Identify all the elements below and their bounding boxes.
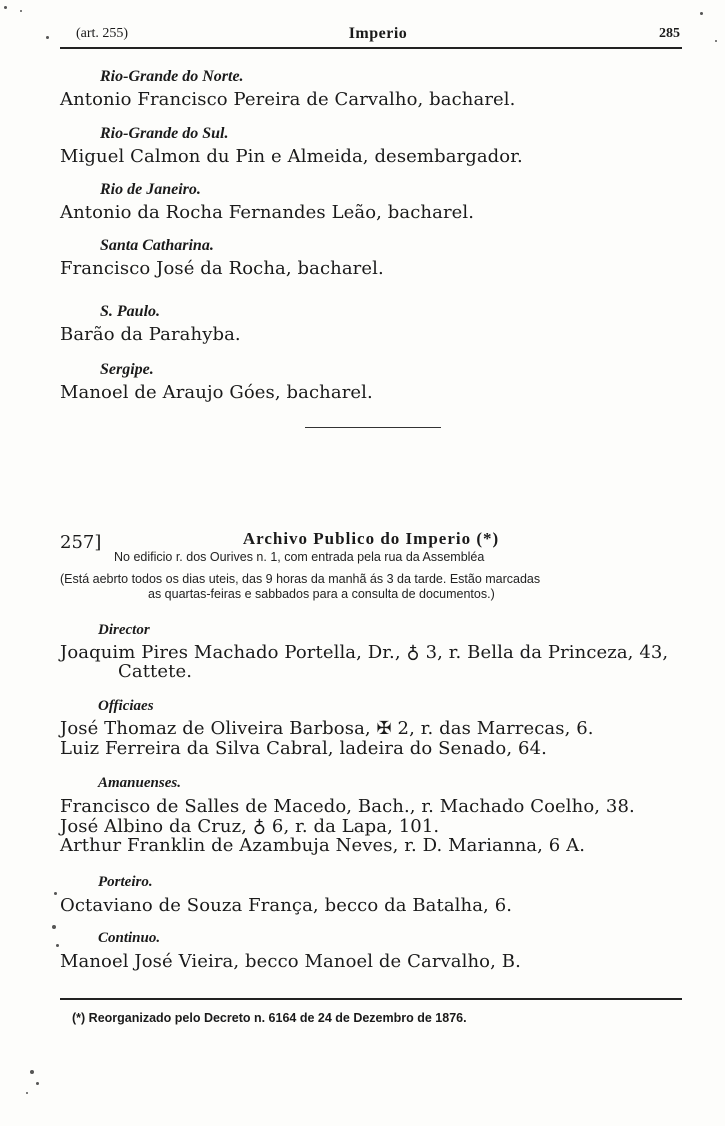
contino-label: Continuo.	[98, 930, 161, 946]
section-title: Archivo Publico do Imperio (*)	[242, 529, 500, 548]
clerk-entry: Francisco de Salles de Macedo, Bach., r. Machado Coelho, 38.	[60, 796, 635, 817]
province-name: Santa Catharina.	[100, 237, 214, 254]
article-reference: (art. 255)	[76, 26, 129, 41]
porter-entry: Octaviano de Souza França, becco da Batalha, 6.	[60, 895, 513, 916]
province-name: S. Paulo.	[100, 303, 161, 320]
province-entry: Manoel de Araujo Góes, bacharel.	[60, 382, 373, 403]
officials-label: Officiaes	[98, 698, 154, 714]
header-rule	[60, 47, 682, 49]
province-name: Rio-Grande do Sul.	[100, 125, 229, 142]
province-name: Rio de Janeiro.	[100, 181, 201, 198]
official-entry: Luiz Ferreira da Silva Cabral, ladeira do Senado, 64.	[60, 738, 547, 759]
footnote-rule	[60, 998, 682, 1000]
contino-entry: Manoel José Vieira, becco Manoel de Carvalho, B.	[60, 951, 521, 972]
director-label: Director	[98, 622, 150, 638]
province-entry: Barão da Parahyba.	[60, 324, 241, 345]
section-hours: (Está aebrto todos os dias uteis, das 9 horas da manhã ás 3 da tarde. Estão marcadas	[60, 572, 541, 586]
footnote: (*) Reorganizado pelo Decreto n. 6164 de 24 de Dezembro de 1876.	[72, 1011, 467, 1025]
official-entry: José Thomaz de Oliveira Barbosa, ✠ 2, r. das Marrecas, 6.	[60, 718, 594, 739]
section-address: No edificio r. dos Ourives n. 1, com entrada pela rua da Assembléa	[114, 550, 485, 564]
province-entry: Antonio Francisco Pereira de Carvalho, bacharel.	[60, 89, 516, 110]
province-entry: Miguel Calmon du Pin e Almeida, desembargador.	[60, 146, 523, 167]
province-entry: Antonio da Rocha Fernandes Leão, bacharel.	[60, 202, 475, 223]
section-hours-continued: as quartas-feiras e sabbados para a consulta de documentos.)	[148, 587, 495, 601]
clerk-entry: Arthur Franklin de Azambuja Neves, r. D. Marianna, 6 A.	[60, 835, 586, 856]
director-entry: Joaquim Pires Machado Portella, Dr., ♁ 3, r. Bella da Princeza, 43,	[60, 642, 669, 663]
porter-label: Porteiro.	[98, 874, 153, 890]
section-divider	[305, 427, 441, 428]
section-number: 257]	[60, 532, 102, 553]
running-head	[76, 26, 680, 48]
director-entry-continued: Cattete.	[118, 661, 193, 682]
clerk-entry: José Albino da Cruz, ♁ 6, r. da Lapa, 101.	[60, 816, 440, 837]
province-name: Sergipe.	[100, 361, 154, 378]
page-number: 285	[659, 26, 680, 41]
page-heading: Imperio	[348, 25, 408, 42]
province-name: Rio-Grande do Norte.	[100, 68, 244, 85]
clerks-label: Amanuenses.	[98, 775, 181, 791]
province-entry: Francisco José da Rocha, bacharel.	[60, 258, 384, 279]
